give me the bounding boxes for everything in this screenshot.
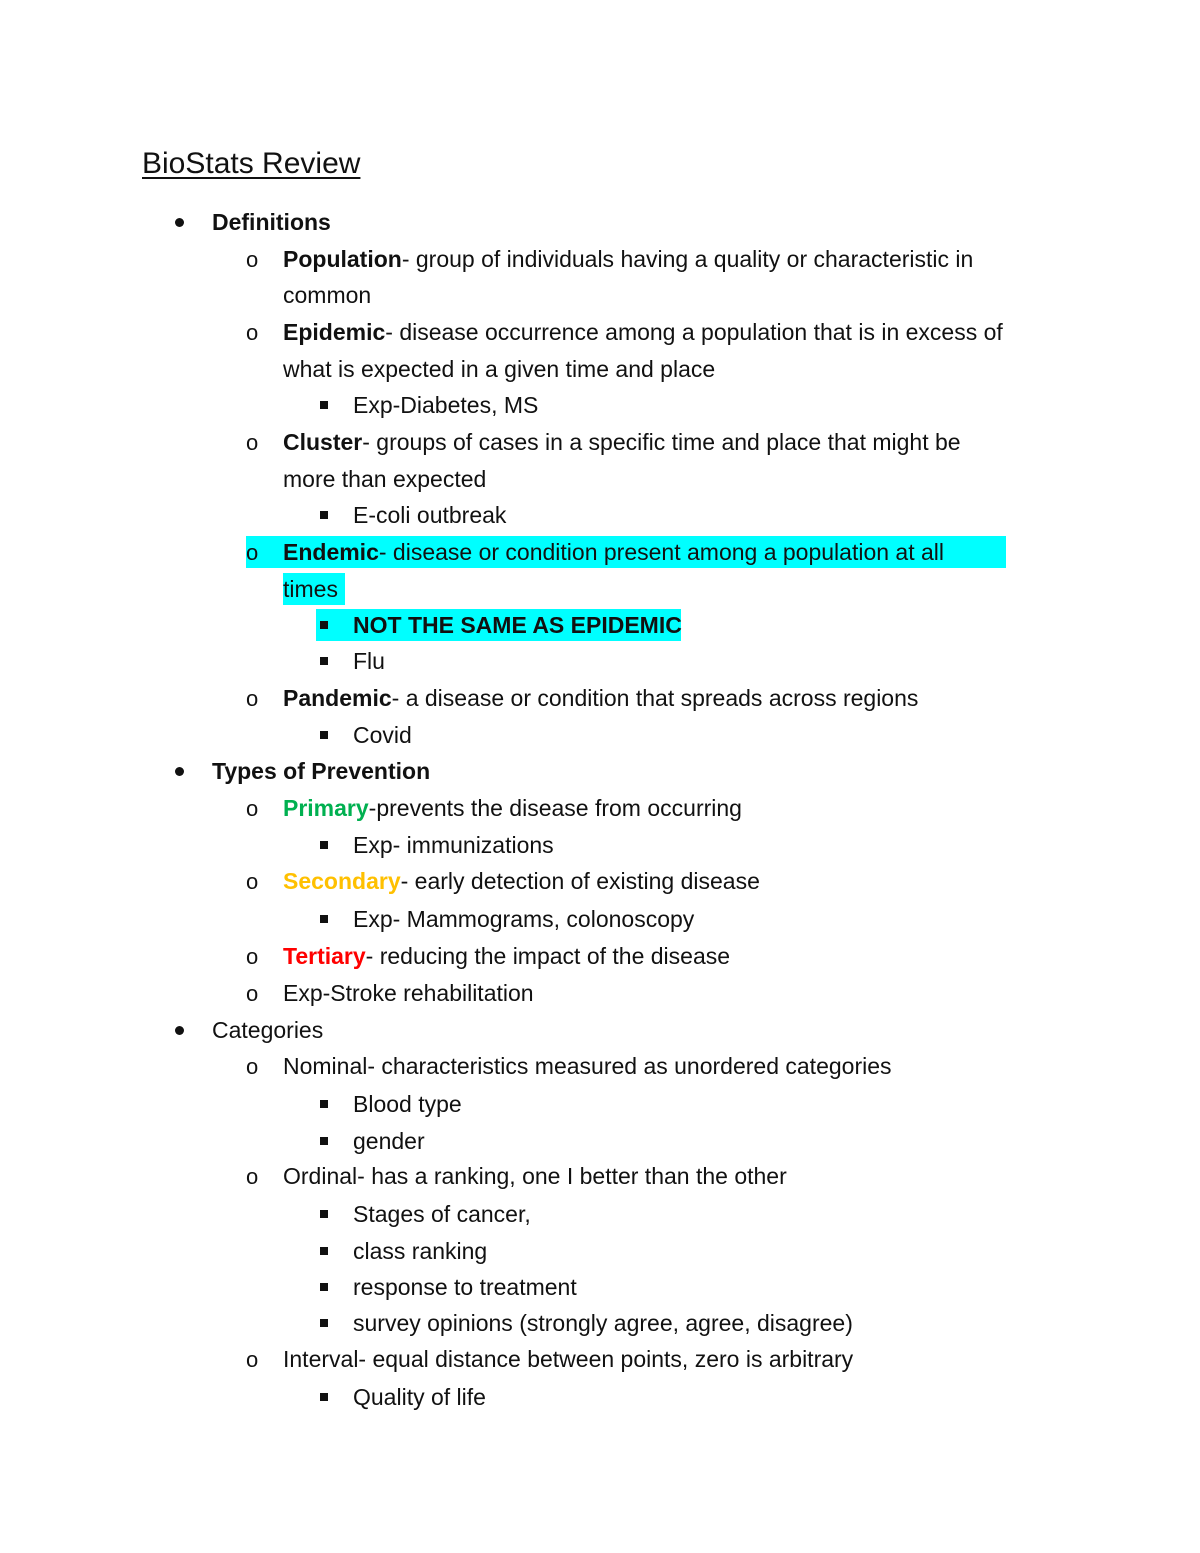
definitions-heading: Definitions xyxy=(212,209,331,235)
definition-text: - disease or condition present among a population at all xyxy=(378,539,945,565)
nominal-definition: Nominal- characteristics measured as unordered categories xyxy=(283,1053,892,1079)
bullet-circle: o xyxy=(246,540,259,565)
bullet-circle: o xyxy=(246,430,259,455)
bullet-circle: o xyxy=(246,1054,259,1079)
prevention-heading: Types of Prevention xyxy=(212,758,431,784)
nominal-example: Blood type xyxy=(353,1091,462,1117)
bullet-square xyxy=(320,904,328,923)
bullet-square xyxy=(320,830,328,849)
bullet-square xyxy=(320,390,328,409)
ordinal-example: Stages of cancer, xyxy=(353,1201,531,1227)
cluster-definition xyxy=(283,427,961,457)
epidemic-definition xyxy=(283,317,1003,347)
endemic-example: Flu xyxy=(353,648,385,674)
bullet-circle: o xyxy=(246,247,259,272)
bullet-square xyxy=(320,1199,328,1218)
definition-text: - a disease or condition that spreads across regions xyxy=(391,685,919,711)
term-cluster: Cluster xyxy=(283,429,363,455)
term-tertiary: Tertiary xyxy=(283,943,366,969)
bullet-square xyxy=(320,1089,328,1108)
pandemic-definition xyxy=(283,683,918,713)
definition-text: - groups of cases in a specific time and place that might be xyxy=(362,429,961,455)
ordinal-example: response to treatment xyxy=(353,1274,577,1300)
bullet-square xyxy=(320,1382,328,1401)
tertiary-example: Exp-Stroke rehabilitation xyxy=(283,980,534,1006)
bullet-square xyxy=(320,1236,328,1255)
primary-definition xyxy=(283,793,742,823)
cluster-example: E-coli outbreak xyxy=(353,502,507,528)
endemic-definition-cont: times xyxy=(283,576,338,602)
bullet-square xyxy=(320,610,328,629)
page-title: BioStats Review xyxy=(142,147,361,180)
bullet-circle: o xyxy=(246,1347,259,1372)
bullet-dot xyxy=(170,1015,184,1035)
bullet-circle: o xyxy=(246,686,259,711)
bullet-circle: o xyxy=(246,1164,259,1189)
primary-example: Exp- immunizations xyxy=(353,832,554,858)
term-epidemic: Epidemic xyxy=(283,319,386,345)
secondary-definition xyxy=(283,866,760,896)
bullet-square xyxy=(320,646,328,665)
interval-example: Quality of life xyxy=(353,1384,486,1410)
definition-text: - early detection of existing disease xyxy=(400,868,760,894)
epidemic-definition-cont: what is expected in a given time and place xyxy=(283,356,716,382)
term-secondary: Secondary xyxy=(283,868,401,894)
definition-text: - disease occurrence among a population that is in excess of xyxy=(385,319,1003,345)
secondary-example: Exp- Mammograms, colonoscopy xyxy=(353,906,695,932)
bullet-square xyxy=(320,1126,328,1145)
categories-heading: Categories xyxy=(212,1017,324,1043)
pandemic-example: Covid xyxy=(353,722,412,748)
bullet-circle: o xyxy=(246,944,259,969)
ordinal-example: survey opinions (strongly agree, agree, disagree) xyxy=(353,1310,853,1336)
nominal-example: gender xyxy=(353,1128,425,1154)
cluster-definition-cont: more than expected xyxy=(283,466,487,492)
bullet-square xyxy=(320,500,328,519)
bullet-circle: o xyxy=(246,869,259,894)
bullet-dot xyxy=(170,207,184,227)
population-definition-cont: common xyxy=(283,282,372,308)
bullet-dot xyxy=(170,756,184,776)
term-primary: Primary xyxy=(283,795,369,821)
bullet-circle: o xyxy=(246,981,259,1006)
tertiary-definition xyxy=(283,941,730,971)
definition-text: - group of individuals having a quality or characteristic in xyxy=(401,246,974,272)
epidemic-example: Exp-Diabetes, MS xyxy=(353,392,539,418)
definition-text: -prevents the disease from occurring xyxy=(368,795,742,821)
term-population: Population xyxy=(283,246,402,272)
bullet-square xyxy=(320,1308,328,1327)
definition-text: - reducing the impact of the disease xyxy=(365,943,731,969)
ordinal-definition: Ordinal- has a ranking, one I better than the other xyxy=(283,1163,787,1189)
population-definition xyxy=(283,244,973,274)
interval-definition: Interval- equal distance between points, zero is arbitrary xyxy=(283,1346,854,1372)
bullet-circle: o xyxy=(246,796,259,821)
term-endemic: Endemic xyxy=(283,539,379,565)
bullet-circle: o xyxy=(246,320,259,345)
bullet-square xyxy=(320,1272,328,1291)
ordinal-example: class ranking xyxy=(353,1238,488,1264)
term-pandemic: Pandemic xyxy=(283,685,392,711)
endemic-note: NOT THE SAME AS EPIDEMIC xyxy=(353,612,682,638)
endemic-definition xyxy=(283,537,944,567)
bullet-square xyxy=(320,720,328,739)
